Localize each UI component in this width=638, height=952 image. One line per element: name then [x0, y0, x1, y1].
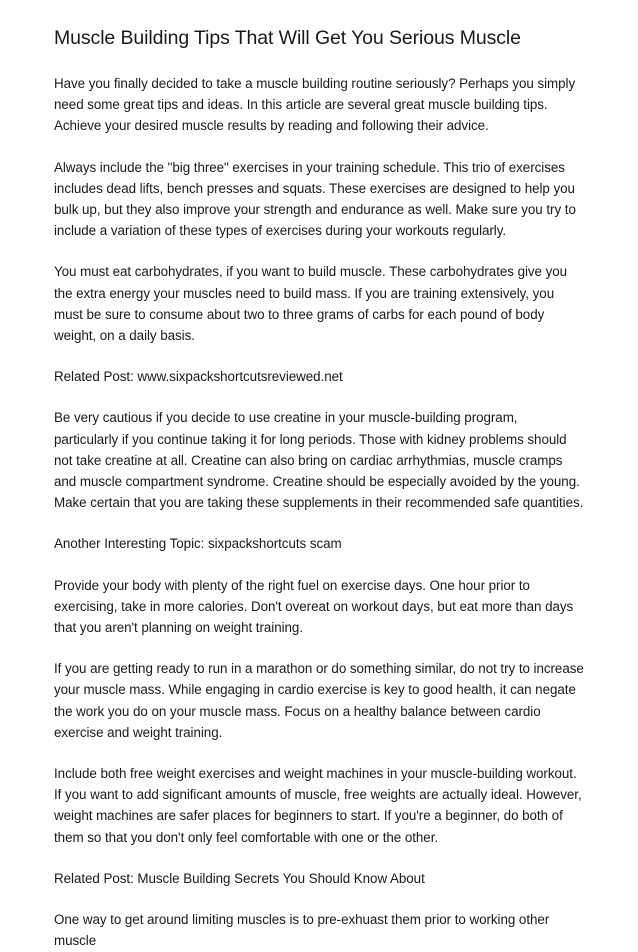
- paragraph-cardio: If you are getting ready to run in a marathon or do something similar, do not try to increase your muscle mass. While engaging in cardio exercise is key to good health, it can negate the work you do on your muscle mass. Focus on a healthy balance between cardio exercise and weight training.: [54, 661, 584, 740]
- paragraph-creatine: Be very cautious if you decide to use creatine in your muscle-building program, particularly if you continue taking it for long periods. Those with kidney problems should not take creatine at all. Creatine can also bring on cardiac arrhythmias, muscle cramps and muscle compartment syndrome. Creatine should be especially avoided by the young. Make certain that you are taking these supplements in their recommended safe quantities.: [54, 410, 584, 511]
- paragraph-free-weights: Include both free weight exercises and weight machines in your muscle-building workout. If you want to add significant amounts of muscle, free weights are actually ideal. However, weight machines are safer places for beginners to start. If you're a beginner, do both of them so that you don't only feel comfortable with one or the other.: [54, 766, 582, 845]
- related-post-link: Related Post: www.sixpackshortcutsreviewed.net: [54, 369, 343, 385]
- paragraph-pre-exhaust: One way to get around limiting muscles is to pre-exhuast them prior to working other muscle: [54, 912, 550, 949]
- related-post-secrets: Related Post: Muscle Building Secrets You Should Know About: [54, 870, 425, 886]
- related-topic-link: Another Interesting Topic: sixpackshortcuts scam: [54, 536, 342, 552]
- paragraph-intro: Have you finally decided to take a muscle building routine seriously? Perhaps you simply need some great tips and ideas. In this article are several great muscle building tips. Achieve your desired muscle results by reading and following their advice.: [54, 76, 576, 134]
- paragraph-fuel: Provide your body with plenty of the right fuel on exercise days. One hour prior to exercising, take in more calories. Don't overeat on workout days, but eat more than days that you aren't planning on weight training.: [54, 577, 574, 636]
- paragraph-carbohydrates: You must eat carbohydrates, if you want to build muscle. These carbohydrates give you the extra energy your muscles need to build mass. If you are training extensively, you must be sure to consume about two to three grams of carbs for each pound of body weight, on a daily basis.: [54, 264, 568, 344]
- paragraph-big-three: Always include the "big three" exercises in your training schedule. This trio of exercises includes dead lifts, bench presses and squats. These exercises are designed to help you bulk up, but they also improve your strength and endurance as well. Make sure you try to include a variation of these types of exercises during your workouts regularly.: [54, 159, 576, 239]
- article-title: Muscle Building Tips That Will Get You Serious Muscle: [54, 27, 521, 49]
